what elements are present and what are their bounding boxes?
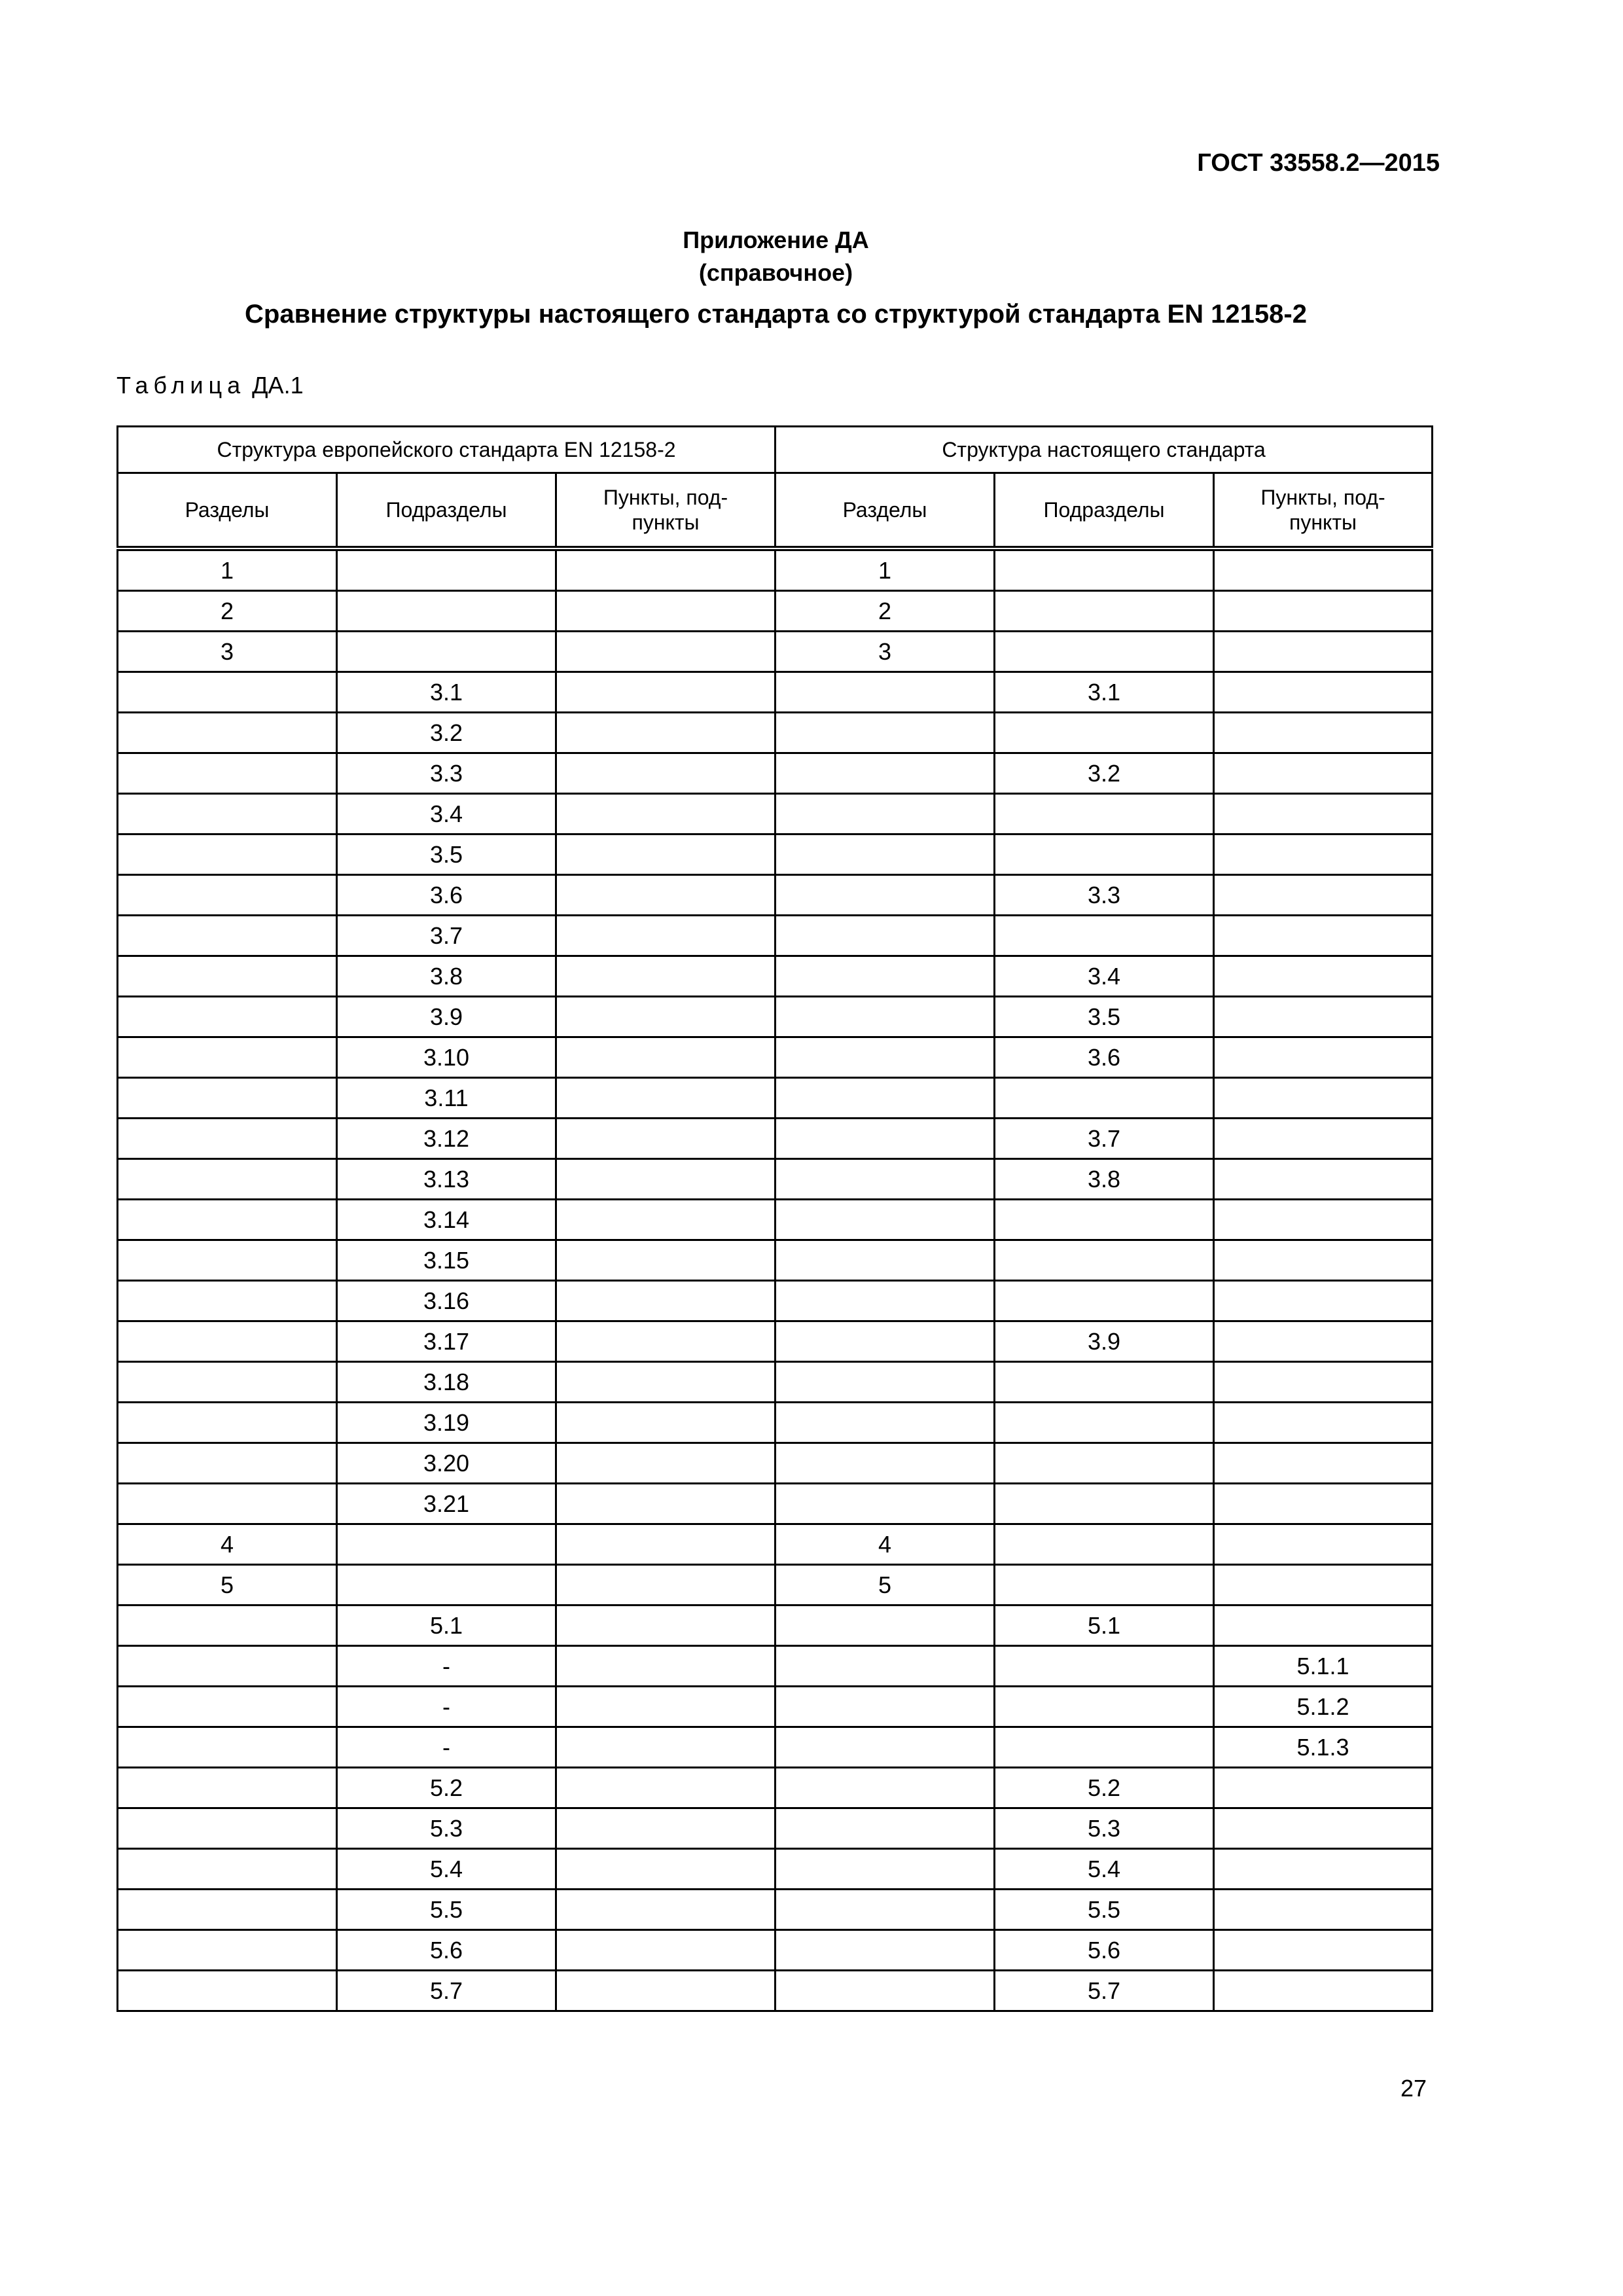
table-cell: 3.8 [337,956,556,997]
table-row [118,1037,1433,1078]
table-cell [776,1687,995,1727]
table-row [118,713,1433,753]
table-cell [556,548,776,591]
table-cell: 3.12 [337,1119,556,1159]
table-cell: 3.3 [995,875,1214,916]
table-cell [1214,834,1433,875]
table-cell: 2 [776,591,995,632]
table-row [118,1524,1433,1565]
table-cell [556,794,776,834]
table-cell: 3.8 [995,1159,1214,1200]
table-cell [995,916,1214,956]
table-cell [1214,1768,1433,1808]
table-row [118,916,1433,956]
table-cell [995,1281,1214,1321]
table-row [118,548,1433,591]
annex-title: Приложение ДА [683,226,869,253]
table-cell: 2 [118,591,337,632]
table-cell [1214,753,1433,794]
table-cell [776,1646,995,1687]
table-cell: - [337,1646,556,1687]
table-cell: 3.21 [337,1484,556,1524]
table-row [118,1768,1433,1808]
table-cell [1214,1443,1433,1484]
table-row [118,1890,1433,1930]
table-cell: 1 [118,548,337,591]
table-cell [1214,956,1433,997]
table-cell [118,713,337,753]
table-cell [118,1037,337,1078]
table-cell [1214,1037,1433,1078]
table-cell [1214,1078,1433,1119]
table-cell [556,1687,776,1727]
table-cell [995,1443,1214,1484]
table-cell: 3.16 [337,1281,556,1321]
table-row [118,1443,1433,1484]
group-header-this-standard: Структура настоящего стандарта [776,427,1433,473]
table-row [118,1930,1433,1971]
table-cell [995,548,1214,591]
table-cell: 5 [118,1565,337,1605]
table-cell: 3.6 [337,875,556,916]
table-cell [556,1078,776,1119]
table-row [118,1321,1433,1362]
table-cell: 5.5 [337,1890,556,1930]
table-cell [995,794,1214,834]
table-cell [1214,713,1433,753]
table-cell: 3.3 [337,753,556,794]
table-cell [995,1687,1214,1727]
table-cell [776,1890,995,1930]
table-cell [556,1403,776,1443]
table-cell: 3.19 [337,1403,556,1443]
table-cell [118,1240,337,1281]
table-cell: 5.1.1 [1214,1646,1433,1687]
table-row [118,1605,1433,1646]
table-cell [1214,1565,1433,1605]
table-cell [1214,591,1433,632]
table-cell [1214,1605,1433,1646]
table-cell [118,1687,337,1727]
table-cell [337,548,556,591]
table-cell [556,1849,776,1890]
table-row [118,875,1433,916]
table-cell: 5.1 [995,1605,1214,1646]
table-cell [118,1078,337,1119]
table-cell [118,1727,337,1768]
table-cell [776,1321,995,1362]
table-cell [776,997,995,1037]
table-cell [776,672,995,713]
table-cell [1214,794,1433,834]
table-cell: 3.9 [995,1321,1214,1362]
table-cell: 5.5 [995,1890,1214,1930]
table-cell [556,1484,776,1524]
table-cell [556,956,776,997]
table-cell: 3.2 [337,713,556,753]
table-cell: 3.15 [337,1240,556,1281]
table-cell [556,1524,776,1565]
table-cell [337,1565,556,1605]
table-cell: 3 [118,632,337,672]
table-cell: 3.4 [995,956,1214,997]
table-cell: 5.7 [995,1971,1214,2011]
table-cell [556,1159,776,1200]
table-cell: 3.20 [337,1443,556,1484]
table-cell [776,753,995,794]
table-cell: 5.2 [337,1768,556,1808]
table-cell [556,916,776,956]
table-row [118,834,1433,875]
table-row [118,1200,1433,1240]
table-caption-number: ДА.1 [252,372,304,399]
table-cell [1214,1403,1433,1443]
table-cell [556,1646,776,1687]
table-cell [776,713,995,753]
table-cell [556,1565,776,1605]
table-cell [1214,1362,1433,1403]
table-cell [1214,916,1433,956]
table-cell: 3.5 [337,834,556,875]
table-cell [776,1605,995,1646]
table-row [118,1119,1433,1159]
table-cell [118,1768,337,1808]
table-row [118,1849,1433,1890]
table-cell [556,1808,776,1849]
table-cell [337,632,556,672]
table-row [118,1971,1433,2011]
table-cell [1214,1119,1433,1159]
table-cell [118,1321,337,1362]
table-cell: 3.10 [337,1037,556,1078]
table-cell [556,1321,776,1362]
table-cell: 3.1 [995,672,1214,713]
table-cell [995,1524,1214,1565]
table-cell: 5.2 [995,1768,1214,1808]
table-cell: - [337,1687,556,1727]
table-cell [1214,1930,1433,1971]
table-cell [118,1849,337,1890]
table-cell [556,632,776,672]
table-cell [995,834,1214,875]
table-cell [1214,632,1433,672]
table-caption [116,372,304,399]
table-cell [995,1484,1214,1524]
table-cell [118,1281,337,1321]
table-cell [995,1078,1214,1119]
table-cell [776,1037,995,1078]
table-row [118,1808,1433,1849]
table-cell [995,713,1214,753]
table-row [118,672,1433,713]
table-cell: 3.13 [337,1159,556,1200]
annex-kind: (справочное) [698,259,853,286]
table-cell [1214,1240,1433,1281]
column-header: Разделы [776,473,995,549]
table-cell: 5.7 [337,1971,556,2011]
table-cell [118,1971,337,2011]
table-body [118,548,1433,2011]
table-cell [556,713,776,753]
table-cell [776,1403,995,1443]
table-cell [118,834,337,875]
table-cell: 5.6 [995,1930,1214,1971]
table-cell [556,875,776,916]
table-cell [776,1727,995,1768]
table-cell: 5.6 [337,1930,556,1971]
table-cell [776,1240,995,1281]
table-cell [776,1159,995,1200]
column-header: Разделы [118,473,337,549]
table-cell [556,1362,776,1403]
table-row [118,956,1433,997]
table-cell [1214,1971,1433,2011]
table-row [118,1484,1433,1524]
table-cell [556,1971,776,2011]
table-cell [1214,548,1433,591]
table-cell [776,834,995,875]
table-cell [118,1930,337,1971]
page-number: 27 [1400,2075,1427,2102]
table-cell [118,1646,337,1687]
table-row [118,632,1433,672]
table-cell: 1 [776,548,995,591]
table-row [118,1727,1433,1768]
table-cell [776,1443,995,1484]
table-cell [776,794,995,834]
table-cell: 5.1.3 [1214,1727,1433,1768]
table-cell [1214,1321,1433,1362]
table-cell: 3.14 [337,1200,556,1240]
table-cell [118,1200,337,1240]
table-cell [118,1808,337,1849]
table-row [118,1240,1433,1281]
table-cell [556,672,776,713]
table-cell: 3.11 [337,1078,556,1119]
table-cell: 5.1.2 [1214,1687,1433,1727]
table-cell [995,1727,1214,1768]
table-cell [556,1930,776,1971]
table-caption-word: Таблица [116,372,246,399]
table-cell [556,1240,776,1281]
table-cell [118,1403,337,1443]
table-cell [1214,875,1433,916]
table-row [118,1362,1433,1403]
table-cell [776,916,995,956]
table-cell [556,1281,776,1321]
table-cell: 3 [776,632,995,672]
table-row [118,1565,1433,1605]
table-row [118,1403,1433,1443]
table-cell [556,1119,776,1159]
table-cell [556,1890,776,1930]
table-cell: 3.17 [337,1321,556,1362]
table-cell [118,1159,337,1200]
table-cell [556,1768,776,1808]
table-cell [337,1524,556,1565]
table-cell [556,1727,776,1768]
table-cell [118,1119,337,1159]
table-cell [1214,1281,1433,1321]
table-cell [556,997,776,1037]
table-row [118,753,1433,794]
table-cell [995,1646,1214,1687]
table-cell [995,632,1214,672]
table-row [118,591,1433,632]
table-cell: 3.18 [337,1362,556,1403]
table-cell [1214,1159,1433,1200]
table-cell [556,1443,776,1484]
table-cell: 5.4 [337,1849,556,1890]
table-cell [1214,672,1433,713]
table-cell [118,1362,337,1403]
table-cell [776,1971,995,2011]
table-cell [995,591,1214,632]
table-cell [1214,1524,1433,1565]
table-cell [776,1768,995,1808]
table-cell [995,1403,1214,1443]
table-cell: 4 [776,1524,995,1565]
table-cell [118,794,337,834]
table-cell [118,1484,337,1524]
table-cell: 5.4 [995,1849,1214,1890]
table-cell: 3.2 [995,753,1214,794]
comparison-table [116,425,1433,2012]
table-cell [118,672,337,713]
table-cell: 5.3 [995,1808,1214,1849]
table-row [118,794,1433,834]
table-cell [118,1605,337,1646]
table-cell [1214,1200,1433,1240]
table-row [118,1159,1433,1200]
table-row [118,1281,1433,1321]
table-cell: 3.7 [337,916,556,956]
table-cell [556,1200,776,1240]
table-cell [995,1240,1214,1281]
table-cell: 5.1 [337,1605,556,1646]
table-cell [337,591,556,632]
table-cell: 3.5 [995,997,1214,1037]
table-cell [776,1930,995,1971]
table-cell: 5.3 [337,1808,556,1849]
table-cell [776,1200,995,1240]
table-cell [1214,997,1433,1037]
table-cell [118,1890,337,1930]
table-cell [776,1484,995,1524]
table-cell: 3.7 [995,1119,1214,1159]
table-cell: 3.9 [337,997,556,1037]
table-cell [118,916,337,956]
table-cell [995,1200,1214,1240]
table-cell [556,753,776,794]
table-cell [776,1119,995,1159]
table-row [118,1078,1433,1119]
table-cell [776,1849,995,1890]
table-cell: 3.4 [337,794,556,834]
table-cell [995,1565,1214,1605]
table-cell [776,875,995,916]
table-cell [776,1362,995,1403]
table-cell: - [337,1727,556,1768]
column-header: Пункты, под- пункты [556,473,776,549]
table-cell [776,956,995,997]
group-header-european: Структура европейского стандарта EN 12158-2 [118,427,776,473]
annex-heading [0,224,1552,289]
page-title: Сравнение структуры настоящего стандарта со структурой стандарта EN 12158-2 [245,300,1307,329]
document-id: ГОСТ 33558.2—2015 [1197,149,1440,177]
table-cell [118,956,337,997]
table-cell: 3.1 [337,672,556,713]
table-row [118,1687,1433,1727]
table-cell [1214,1849,1433,1890]
table-cell [1214,1484,1433,1524]
table-row [118,997,1433,1037]
column-header: Подразделы [337,473,556,549]
table-cell [1214,1890,1433,1930]
table-row [118,1646,1433,1687]
table-cell [118,875,337,916]
table-cell [556,591,776,632]
table-cell [556,1605,776,1646]
table-cell: 5 [776,1565,995,1605]
table-cell [776,1078,995,1119]
table-cell [556,1037,776,1078]
table-cell [776,1808,995,1849]
table-cell [776,1281,995,1321]
column-header: Подразделы [995,473,1214,549]
table-cell [118,997,337,1037]
column-header: Пункты, под- пункты [1214,473,1433,549]
table-cell: 4 [118,1524,337,1565]
table-cell [118,753,337,794]
table-cell [118,1443,337,1484]
table-cell [995,1362,1214,1403]
table-cell [556,834,776,875]
table-cell: 3.6 [995,1037,1214,1078]
table-cell [1214,1808,1433,1849]
